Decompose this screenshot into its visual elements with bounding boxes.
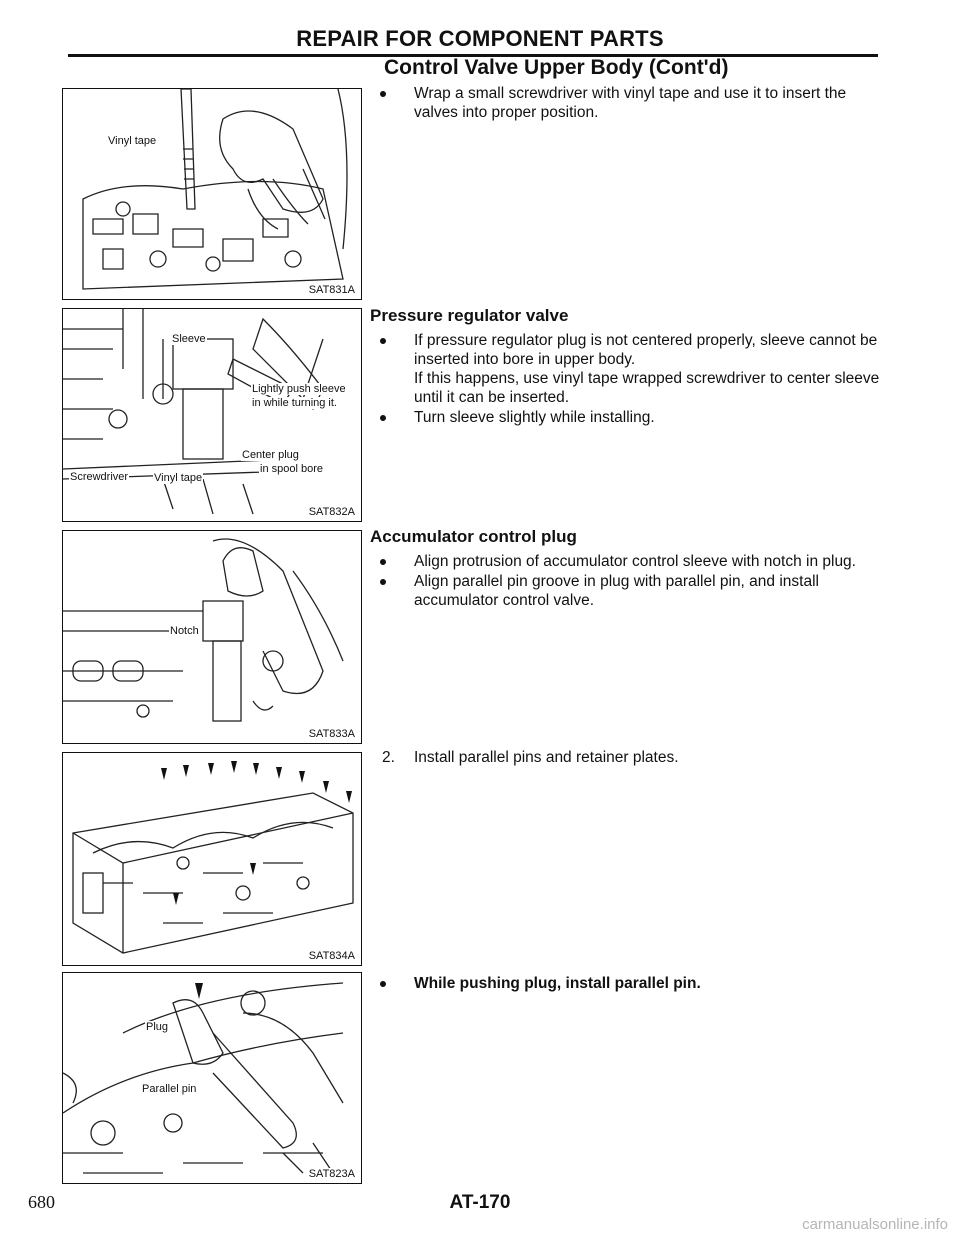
- figure-sat833a: [62, 530, 362, 744]
- bullet-text: Align protrusion of accumulator control sleeve with notch in plug.: [414, 553, 856, 570]
- list-item: [370, 331, 880, 407]
- list-item: [370, 552, 880, 571]
- list-item: [370, 408, 880, 427]
- watermark: carmanualsonline.info: [802, 1216, 948, 1233]
- page-code: AT-170: [449, 1192, 511, 1213]
- figure-label-spool-bore: in spool bore: [260, 463, 323, 475]
- bullet-dot: [380, 981, 386, 987]
- pressure-regulator-block: [370, 306, 880, 428]
- figure-label-vinyl-tape: Vinyl tape: [154, 472, 203, 484]
- figure-notch-illustration: [63, 531, 361, 743]
- figure-code: SAT823A: [308, 1168, 355, 1180]
- pushing-block: [370, 974, 880, 994]
- section-heading: Pressure regulator valve: [370, 306, 569, 325]
- figure-sat823a: [62, 972, 362, 1184]
- figure-label-notch: Notch: [170, 625, 199, 637]
- figure-plug-pin-illustration: [63, 973, 361, 1183]
- bullet-dot: [380, 559, 386, 565]
- step-block: [370, 748, 880, 767]
- accumulator-block: [370, 527, 880, 611]
- figure-code: SAT831A: [308, 284, 355, 296]
- figure-vinyl-tape-illustration: [63, 89, 361, 299]
- figure-label-parallel-pin: Parallel pin: [142, 1083, 197, 1095]
- intro-block: [370, 84, 880, 123]
- section-title: Control Valve Upper Body (Cont'd): [384, 56, 729, 79]
- list-item: [370, 974, 880, 993]
- list-item: [370, 84, 880, 122]
- bullet-text: Wrap a small screwdriver with vinyl tape and use it to insert the valves into proper position.: [414, 85, 847, 121]
- figure-sat831a: [62, 88, 362, 300]
- figure-label-vinyl-tape: Vinyl tape: [108, 135, 157, 147]
- bullet-text: If pressure regulator plug is not centered properly, sleeve cannot be inserted into bore in upper body.: [414, 332, 878, 368]
- bullet-dot: [380, 579, 386, 585]
- figure-code: SAT832A: [308, 506, 355, 518]
- figure-sleeve-insertion-illustration: [63, 309, 361, 521]
- step-text: Install parallel pins and retainer plates.: [414, 749, 679, 766]
- figure-label-while-turning: in while turning it.: [252, 397, 337, 409]
- page-header: REPAIR FOR COMPONENT PARTS: [296, 26, 664, 51]
- page-number: 680: [28, 1192, 55, 1212]
- bullet-text: Align parallel pin groove in plug with parallel pin, and install accumulator control valve.: [414, 573, 819, 609]
- bullet-text: Turn sleeve slightly while installing.: [414, 409, 655, 426]
- figure-code: SAT834A: [308, 950, 355, 962]
- figure-parallel-pins-illustration: [63, 753, 361, 965]
- step-number: 2.: [382, 749, 395, 766]
- list-item: [370, 572, 880, 610]
- section-heading: Accumulator control plug: [370, 527, 577, 546]
- figure-code: SAT833A: [308, 728, 355, 740]
- bullet-extra-text: If this happens, use vinyl tape wrapped screwdriver to center sleeve until it can be inserted.: [414, 370, 880, 406]
- figure-label-push-sleeve: Lightly push sleeve: [252, 383, 346, 395]
- bullet-dot: [380, 338, 386, 344]
- bullet-dot: [380, 415, 386, 421]
- figure-sat834a: [62, 752, 362, 966]
- figure-label-center-plug: Center plug: [242, 449, 299, 461]
- bullet-text: While pushing plug, install parallel pin.: [414, 975, 701, 992]
- figure-sat832a: [62, 308, 362, 522]
- bullet-dot: [380, 91, 386, 97]
- figure-label-sleeve: Sleeve: [172, 333, 206, 345]
- figure-label-plug: Plug: [146, 1021, 169, 1033]
- step-item: [370, 748, 880, 767]
- figure-label-screwdriver: Screwdriver: [70, 471, 129, 483]
